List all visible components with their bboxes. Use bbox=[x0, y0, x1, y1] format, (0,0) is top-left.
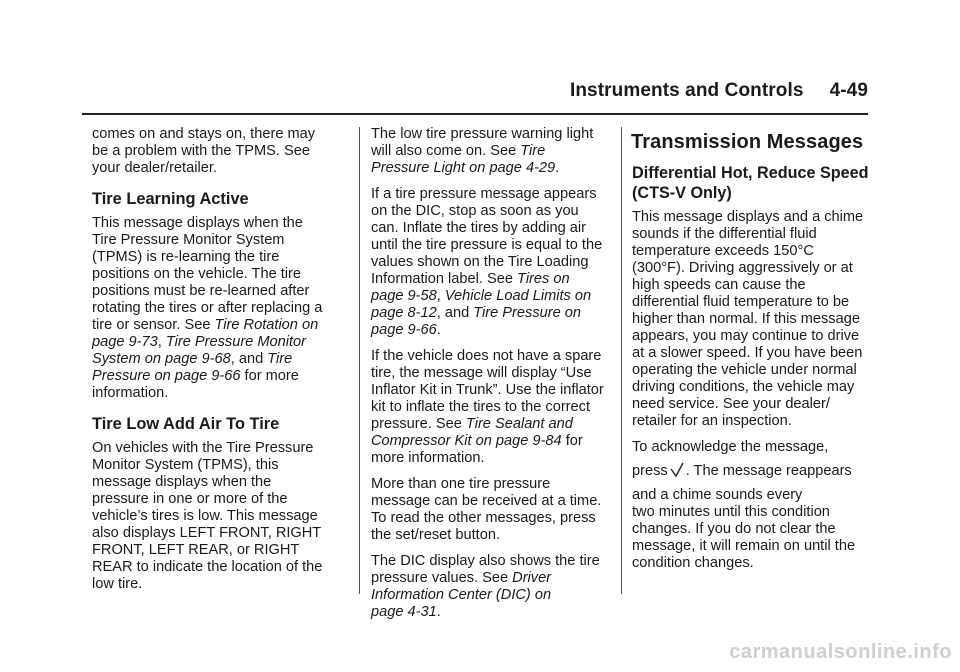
acknowledge-paragraph: To acknowledge the message, press . The message reappears and a chime sounds every two minutes until this condition changes. If you do not clear the message, it will remain on until the condition changes. bbox=[632, 439, 856, 571]
ref-tire-pressure-2-page[interactable]: page 9‑66 bbox=[371, 322, 437, 338]
tire-learning-paragraph: This message displays when the Tire Pressure Monitor System (TPMS) is re-learning the tire positions on the vehicle. The tire positions must be re-learned after rotating the tires or after replacing a tire or sensor. See Tire Rotation on page 9‑73, Tire Pressure Monitor System on page 9‑68, and Tire Pressure on page 9‑66 for more information. bbox=[92, 215, 323, 401]
differential-paragraph: This message displays and a chime sounds if the differential fluid temperature exceeds 150°C (300°F). Driving aggressively or at high speeds can cause the differential fluid temperature to be higher than normal. If this message appears, you may continue to drive at a slower speed. If you have been operating the vehicle under normal driving conditions, the vehicle may need service. See your dealer/ retailer for an inspection. bbox=[632, 209, 864, 429]
column-divider-2 bbox=[621, 127, 622, 594]
ref-tire-pressure-light-page[interactable]: Pressure Light on page 4‑29 bbox=[371, 160, 556, 176]
tire-low-paragraph: On vehicles with the Tire Pressure Monitor System (TPMS), this message displays when the pressure in one or more of the vehicle’s tires is low. This message also displays LEFT FRONT, RIGHT FRONT, LEFT REAR, or RIGHT REAR to indicate the location of the low tire. bbox=[92, 440, 323, 592]
ref-vehicle-load-limits-page[interactable]: page 8‑12 bbox=[371, 305, 437, 321]
ref-tires[interactable]: Tires on bbox=[517, 271, 570, 287]
header-title bbox=[570, 80, 868, 102]
watermark: carmanualsonline.info bbox=[729, 641, 952, 663]
column-2 bbox=[371, 126, 611, 630]
column-divider-1 bbox=[359, 127, 360, 594]
ref-tire-sealant[interactable]: Tire Sealant and bbox=[465, 416, 573, 432]
heading-tire-learning-active: Tire Learning Active bbox=[92, 190, 249, 208]
ref-vehicle-load-limits[interactable]: Vehicle Load Limits on bbox=[444, 288, 592, 304]
page-header bbox=[82, 80, 868, 108]
ref-tire-pressure-page[interactable]: Pressure on page 9‑66 bbox=[92, 368, 241, 384]
header-rule bbox=[82, 113, 868, 115]
ref-dic[interactable]: Driver bbox=[512, 570, 552, 586]
check-icon bbox=[670, 462, 684, 483]
ref-tire-rotation-page[interactable]: page 9‑73 bbox=[92, 334, 158, 350]
ref-tires-page[interactable]: page 9‑58 bbox=[371, 288, 437, 304]
message-appears-paragraph: If a tire pressure message appears on the DIC, stop as soon as you can. Inflate the tires by adding air until the tire pressure is equal to the values shown on the Tire Loading Information label. See Tires on page 9‑58, Vehicle Load Limits on page 8‑12, and Tire Pressure on page 9‑66. bbox=[371, 186, 603, 338]
ref-tire-rotation[interactable]: Tire Rotation on bbox=[214, 317, 319, 333]
heading-differential-hot: Differential Hot, Reduce Speed (CTS-V Only) bbox=[632, 164, 869, 202]
ref-tpms[interactable]: Tire Pressure Monitor bbox=[165, 334, 307, 350]
page-number: 4-49 bbox=[829, 80, 868, 101]
heading-tire-low-add-air: Tire Low Add Air To Tire bbox=[92, 415, 280, 433]
warning-light-paragraph: The low tire pressure warning light will also come on. See Tire Pressure Light on page 4‑29. bbox=[371, 126, 594, 176]
section-title: Instruments and Controls bbox=[569, 80, 804, 101]
intro-paragraph: comes on and stays on, there may be a problem with the TPMS. See your dealer/retailer. bbox=[92, 126, 316, 176]
column-3 bbox=[632, 126, 872, 581]
dic-display-paragraph: The DIC display also shows the tire pressure values. See Driver Information Center (DIC) on page 4‑31. bbox=[371, 553, 600, 620]
ref-tire-pressure-2[interactable]: Tire Pressure on bbox=[473, 305, 581, 321]
multiple-messages-paragraph: More than one tire pressure message can be received at a time. To read the other messages, press the set/reset button. bbox=[371, 476, 602, 543]
ref-tire-pressure-light[interactable]: Tire bbox=[520, 143, 546, 159]
ref-tpms-page[interactable]: System on page 9‑68 bbox=[92, 351, 231, 367]
ref-tire-sealant-page[interactable]: Compressor Kit on page 9‑84 bbox=[371, 433, 562, 449]
column-1 bbox=[92, 126, 350, 602]
ref-dic-2[interactable]: Information Center (DIC) on bbox=[371, 587, 552, 603]
ref-tire-pressure[interactable]: Tire bbox=[267, 351, 293, 367]
ref-dic-page[interactable]: page 4‑31 bbox=[371, 604, 437, 620]
heading-transmission-messages: Transmission Messages bbox=[631, 131, 864, 153]
spare-tire-paragraph: If the vehicle does not have a spare tire, the message will display “Use Inflator Kit in Trunk”. Use the inflator kit to inflate the tires to the correct pressure. See Tire Sealant and Compressor Kit on page 9‑84 for more information. bbox=[371, 348, 604, 466]
